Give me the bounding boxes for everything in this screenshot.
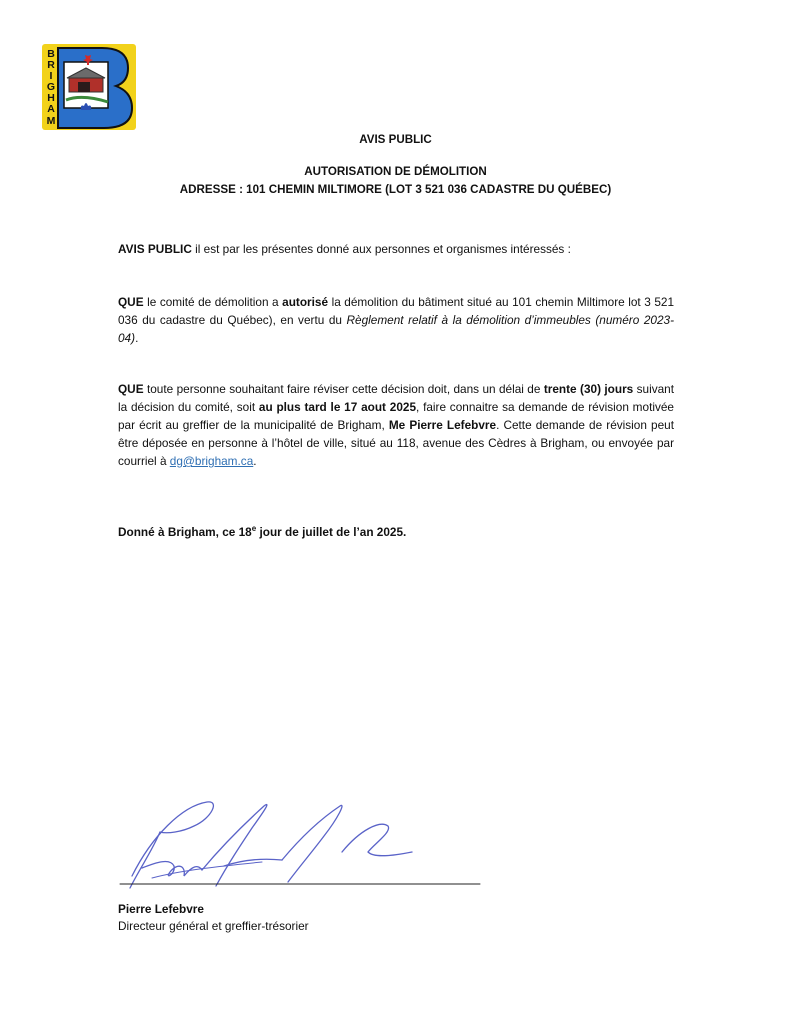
- decision-paragraph: [118, 293, 674, 347]
- notice-title: AVIS PUBLIC: [359, 133, 432, 146]
- review-delay: trente (30) jours: [543, 382, 634, 396]
- svg-text:I: I: [49, 70, 53, 82]
- review-text-e: , faire connaitre sa demande de révision motivée par écrit au greffier de la municipalité de Brigham,: [118, 400, 674, 432]
- review-deadline: au plus tard le 17 aout 2025: [258, 400, 417, 414]
- closing-text-a: Donné à Brigham, ce 18: [118, 525, 252, 539]
- closing-superscript: e: [251, 524, 257, 534]
- email-link[interactable]: dg@brigham.ca: [169, 454, 254, 468]
- svg-text:G: G: [46, 81, 56, 93]
- review-lead: QUE: [118, 382, 144, 396]
- closing-line: [118, 523, 674, 541]
- svg-text:B: B: [47, 48, 55, 60]
- signatory-role: Directeur général et greffier-trésorier: [118, 919, 309, 933]
- review-paragraph: [118, 380, 674, 470]
- review-text-h: .: [253, 454, 257, 468]
- review-text-c: suivant la décision du comité, soit: [118, 382, 675, 414]
- intro-lead: AVIS PUBLIC: [118, 242, 192, 256]
- decision-authorized: autorisé: [282, 295, 329, 309]
- svg-text:H: H: [47, 92, 55, 104]
- notice-subtitle: AUTORISATION DE DÉMOLITION: [304, 165, 487, 178]
- brigham-logo: [42, 44, 136, 130]
- intro-paragraph: [118, 240, 674, 258]
- decision-text-e: .: [135, 331, 139, 345]
- decision-text-c: la démolition du bâtiment situé au 101 chemin Miltimore lot 3 521 036 du cadastre du Québec), en vertu du: [118, 295, 675, 327]
- svg-text:A: A: [47, 103, 55, 115]
- intro-text: il est par les présentes donné aux personnes et organismes intéressés :: [191, 242, 571, 256]
- signatory-name: Pierre Lefebvre: [118, 902, 204, 916]
- notice-address: ADRESSE : 101 CHEMIN MILTIMORE (LOT 3 521 036 CADASTRE DU QUÉBEC): [179, 183, 612, 196]
- closing-text-b: jour de juillet de l’an 2025.: [256, 525, 407, 539]
- svg-text:M: M: [46, 115, 56, 127]
- review-text-g: . Cette demande de révision peut être déposée en personne à l’hôtel de ville, situé au 118, avenue des Cèdres à Brigham, ou envoyée par courriel à: [118, 418, 674, 468]
- review-clerk-name: Me Pierre Lefebvre: [388, 418, 497, 432]
- decision-text-a: le comité de démolition a: [143, 295, 283, 309]
- svg-text:R: R: [47, 59, 55, 71]
- decision-bylaw: Règlement relatif à la démolition d’immeubles (numéro 2023-04): [118, 313, 675, 345]
- decision-lead: QUE: [118, 295, 144, 309]
- signature: [112, 796, 492, 896]
- review-text-a: toute personne souhaitant faire réviser cette décision doit, dans un délai de: [143, 382, 544, 396]
